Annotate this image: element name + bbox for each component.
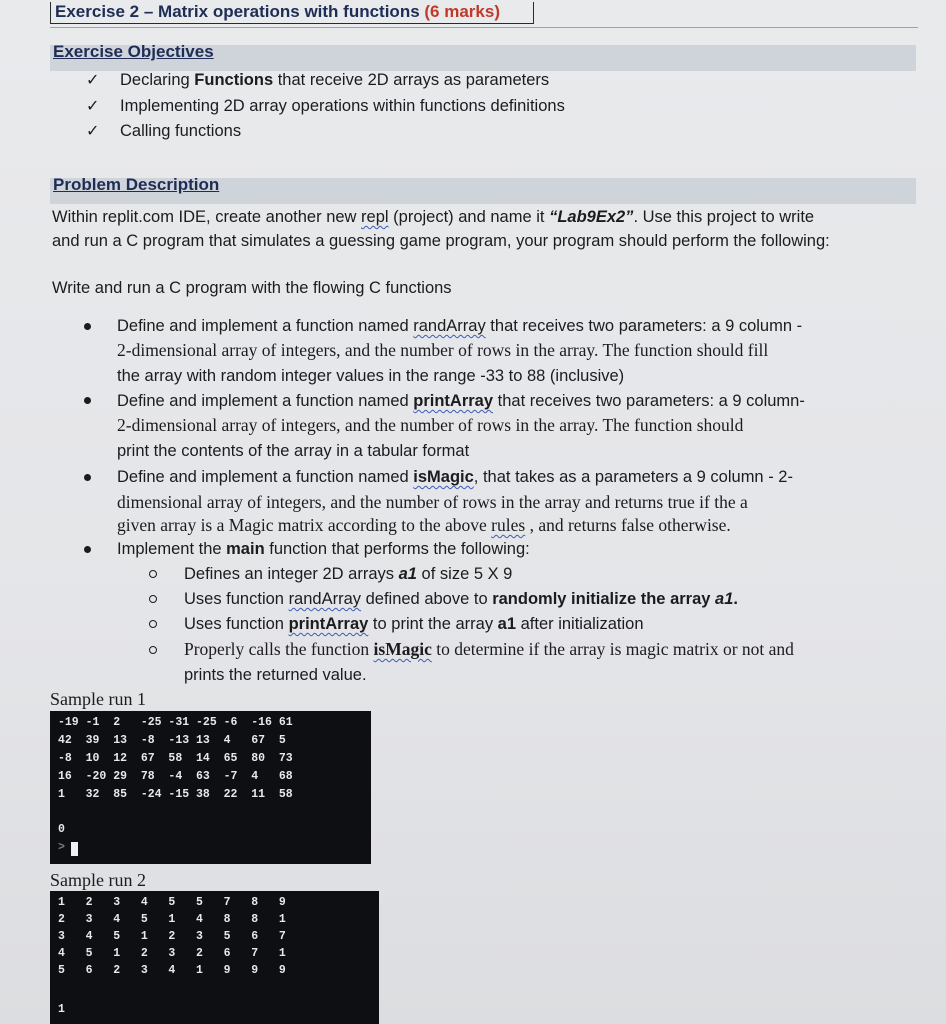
terminal-result: 0 [58,823,65,836]
exercise-title-text: Exercise 2 – Matrix operations with functions [55,2,420,21]
main-step-4: Properly calls the function isMagic to determine if the array is magic matrix or not and [184,639,794,659]
sample-run-1-terminal [50,711,371,864]
check-icon: ✓ [86,72,100,89]
terminal-row: 42 39 13 -8 -13 13 4 67 5 [58,734,286,747]
problem-intro: Write and run a C program with the flowing C functions [52,279,452,297]
check-icon: ✓ [86,123,100,140]
objective-2: Implementing 2D array operations within functions definitions [120,97,565,115]
terminal-row: 16 -20 29 78 -4 63 -7 4 68 [58,770,293,783]
problem-heading: Problem Description [53,175,220,194]
bullet-icon [84,474,91,481]
bullet-2-line-3: print the contents of the array in a tabular format [117,442,470,460]
exercise-title [55,2,500,22]
terminal-result: 1 [58,1003,65,1016]
terminal-row: 5 6 2 3 4 1 9 9 9 [58,964,286,977]
circle-bullet-icon [149,646,157,654]
objectives-heading: Exercise Objectives [53,42,214,61]
terminal-cursor [71,842,78,856]
bullet-icon [84,397,91,404]
problem-desc-line-2: and run a C program that simulates a guessing game program, your program should perform the following: [52,232,830,250]
main-step-2: Uses function randArray defined above to randomly initialize the array a1. [184,590,738,608]
bullet-3-line-2: dimensional array of integers, and the number of rows in the array and returns true if the a [117,492,748,512]
objective-1: Declaring Functions that receive 2D arrays as parameters [120,71,550,89]
bullet-1-line-2: 2-dimensional array of integers, and the number of rows in the array. The function should fill [117,340,769,360]
main-step-1: Defines an integer 2D arrays a1 of size 5 X 9 [184,565,513,583]
terminal-prompt: > [58,841,65,854]
sample-run-2-terminal [50,891,379,1024]
terminal-row: 1 32 85 -24 -15 38 22 11 58 [58,788,293,801]
bullet-icon [84,323,91,330]
bullet-1-line-3: the array with random integer values in the range -33 to 88 (inclusive) [117,367,625,385]
title-divider [50,27,918,28]
bullet-4-line-1: Implement the main function that performs the following: [117,540,530,558]
main-step-4-line-2: prints the returned value. [184,666,367,684]
terminal-row: 1 2 3 4 5 5 7 8 9 [58,896,286,909]
bullet-1-line-1: Define and implement a function named randArray that receives two parameters: a 9 column - [117,317,803,335]
circle-bullet-icon [149,620,157,628]
sample-run-1-label: Sample run 1 [50,689,146,709]
bullet-2-line-2: 2-dimensional array of integers, and the number of rows in the array. The function should [117,415,744,435]
check-icon: ✓ [86,98,100,115]
terminal-row: -19 -1 2 -25 -31 -25 -6 -16 61 [58,716,293,729]
sample-run-2-label: Sample run 2 [50,870,146,890]
bullet-icon [84,546,91,553]
circle-bullet-icon [149,595,157,603]
problem-desc-line-1: Within replit.com IDE, create another new repl (project) and name it “Lab9Ex2”. Use this project to write [52,208,815,226]
circle-bullet-icon [149,570,157,578]
bullet-3-line-3: given array is a Magic matrix according to the above rules , and returns false otherwise. [117,515,731,535]
marks-label: (6 marks) [424,2,500,21]
terminal-row: -8 10 12 67 58 14 65 80 73 [58,752,293,765]
terminal-row: 4 5 1 2 3 2 6 7 1 [58,947,286,960]
bullet-2-line-1: Define and implement a function named printArray that receives two parameters: a 9 column- [117,392,805,410]
main-step-3: Uses function printArray to print the array a1 after initialization [184,615,644,633]
terminal-row: 2 3 4 5 1 4 8 8 1 [58,913,286,926]
objective-3: Calling functions [120,122,242,140]
bullet-3-line-1: Define and implement a function named isMagic, that takes as a parameters a 9 column - 2- [117,468,793,486]
terminal-row: 3 4 5 1 2 3 5 6 7 [58,930,286,943]
